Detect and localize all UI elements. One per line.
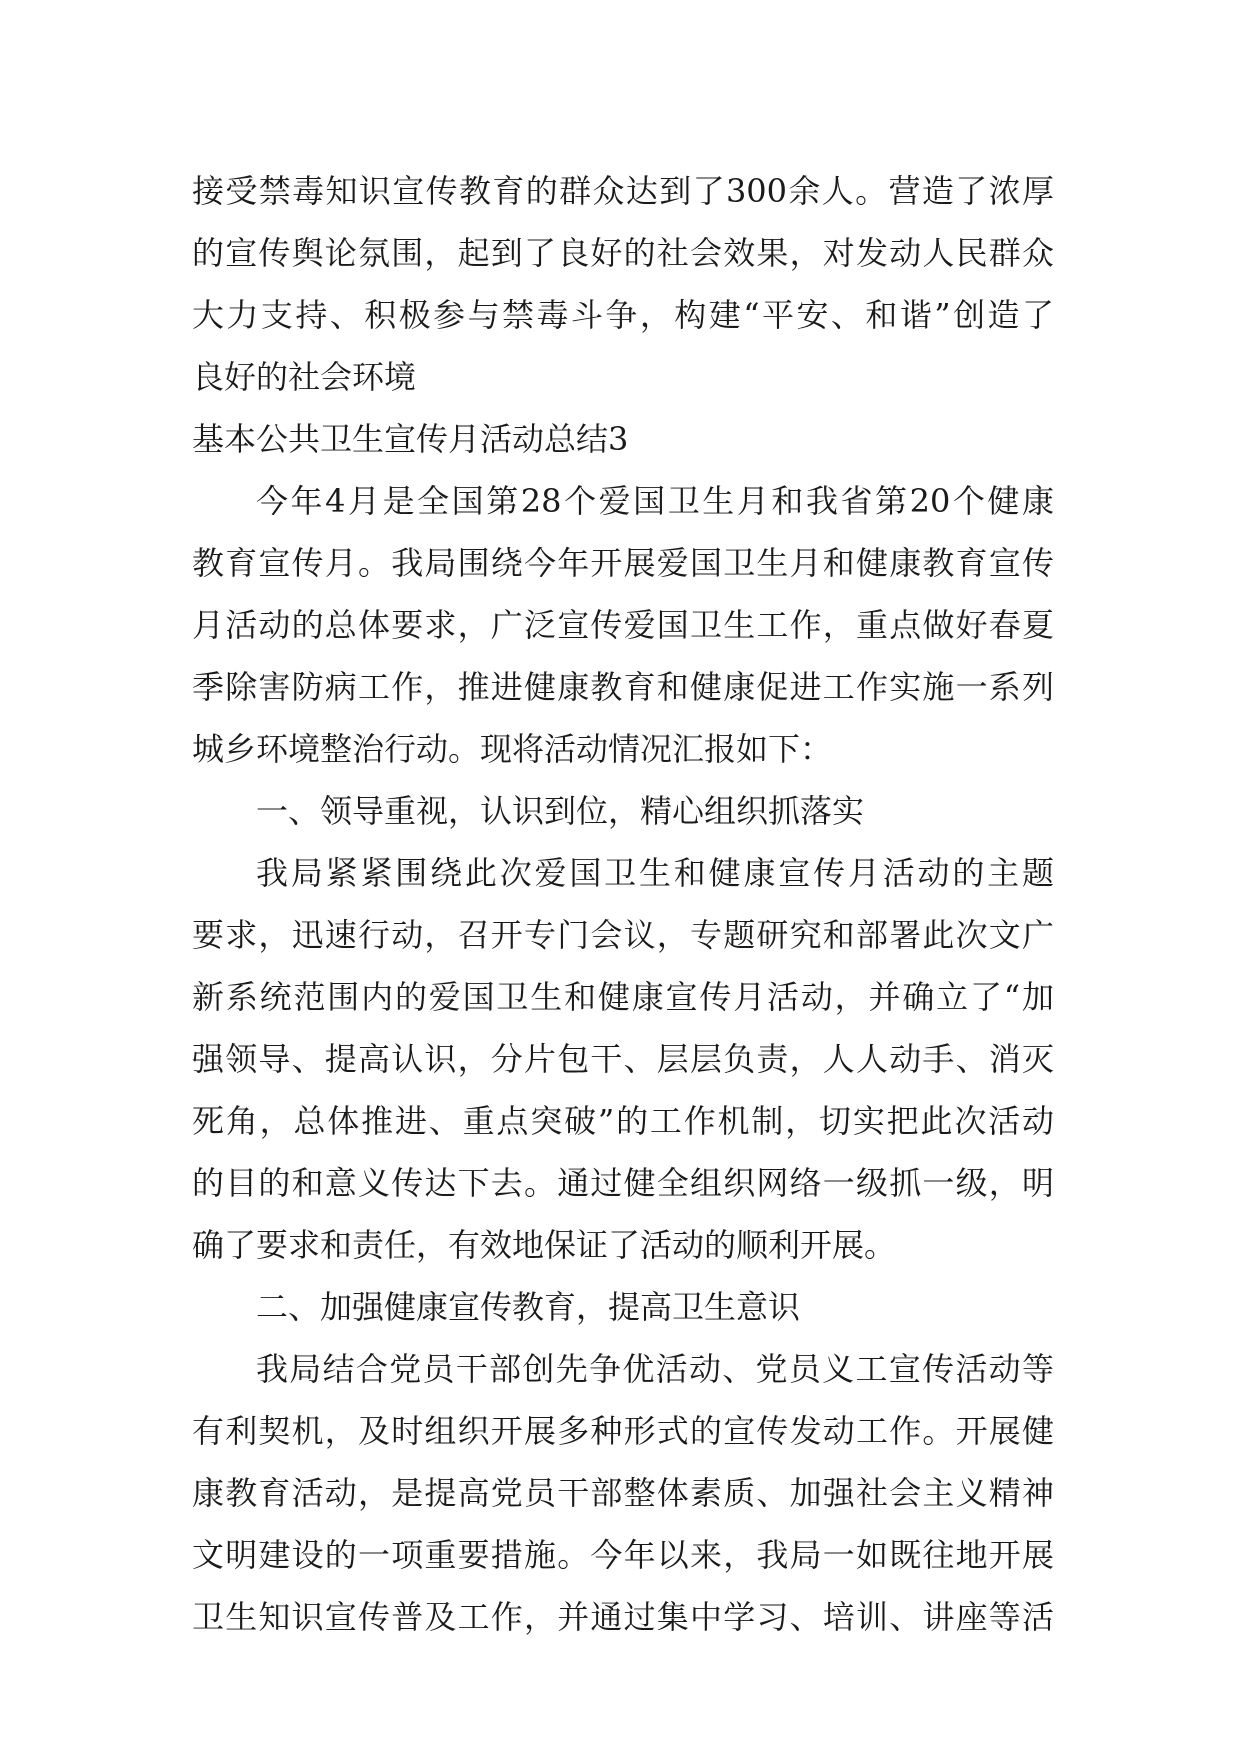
text-line: 强领导、提高认识，分片包干、层层负责，人人动手、消灭 (192, 1040, 1054, 1078)
text-line: 新系统范围内的爱国卫生和健康宣传月活动，并确立了“加 (192, 978, 1054, 1016)
text-line: 接受禁毒知识宣传教育的群众达到了300余人。营造了浓厚 (192, 172, 1054, 210)
text-line: 要求，迅速行动，召开专门会议，专题研究和部署此次文广 (192, 916, 1054, 954)
text-line: 大力支持、积极参与禁毒斗争，构建“平安、和谐”创造了 (192, 296, 1054, 334)
text-line: 今年4月是全国第28个爱国卫生月和我省第20个健康 (256, 482, 1054, 520)
section-heading: 二、加强健康宣传教育，提高卫生意识 (256, 1288, 801, 1326)
text-line: 我局结合党员干部创先争优活动、党员义工宣传活动等 (256, 1350, 1054, 1388)
text-line: 的目的和意义传达下去。通过健全组织网络一级抓一级，明 (192, 1164, 1054, 1202)
text-line: 我局紧紧围绕此次爱国卫生和健康宣传月活动的主题 (256, 854, 1054, 892)
text-line: 有利契机，及时组织开展多种形式的宣传发动工作。开展健 (192, 1412, 1054, 1450)
text-line: 城乡环境整治行动。现将活动情况汇报如下： (192, 730, 833, 768)
text-line: 文明建设的一项重要措施。今年以来，我局一如既往地开展 (192, 1536, 1054, 1574)
text-line: 季除害防病工作，推进健康教育和健康促进工作实施一系列 (192, 668, 1054, 706)
section-title: 基本公共卫生宣传月活动总结3 (192, 420, 629, 458)
text-line: 确了要求和责任，有效地保证了活动的顺利开展。 (192, 1226, 897, 1264)
text-line: 的宣传舆论氛围，起到了良好的社会效果，对发动人民群众 (192, 234, 1054, 272)
document-body (192, 160, 1054, 1648)
text-line: 康教育活动，是提高党员干部整体素质、加强社会主义精神 (192, 1474, 1054, 1512)
text-line: 死角，总体推进、重点突破”的工作机制，切实把此次活动 (192, 1102, 1054, 1140)
text-line: 良好的社会环境 (192, 358, 417, 396)
section-heading: 一、领导重视，认识到位，精心组织抓落实 (256, 792, 865, 830)
text-line: 月活动的总体要求，广泛宣传爱国卫生工作，重点做好春夏 (192, 606, 1054, 644)
text-line: 教育宣传月。我局围绕今年开展爱国卫生月和健康教育宣传 (192, 544, 1054, 582)
text-line: 卫生知识宣传普及工作，并通过集中学习、培训、讲座等活 (192, 1598, 1054, 1636)
